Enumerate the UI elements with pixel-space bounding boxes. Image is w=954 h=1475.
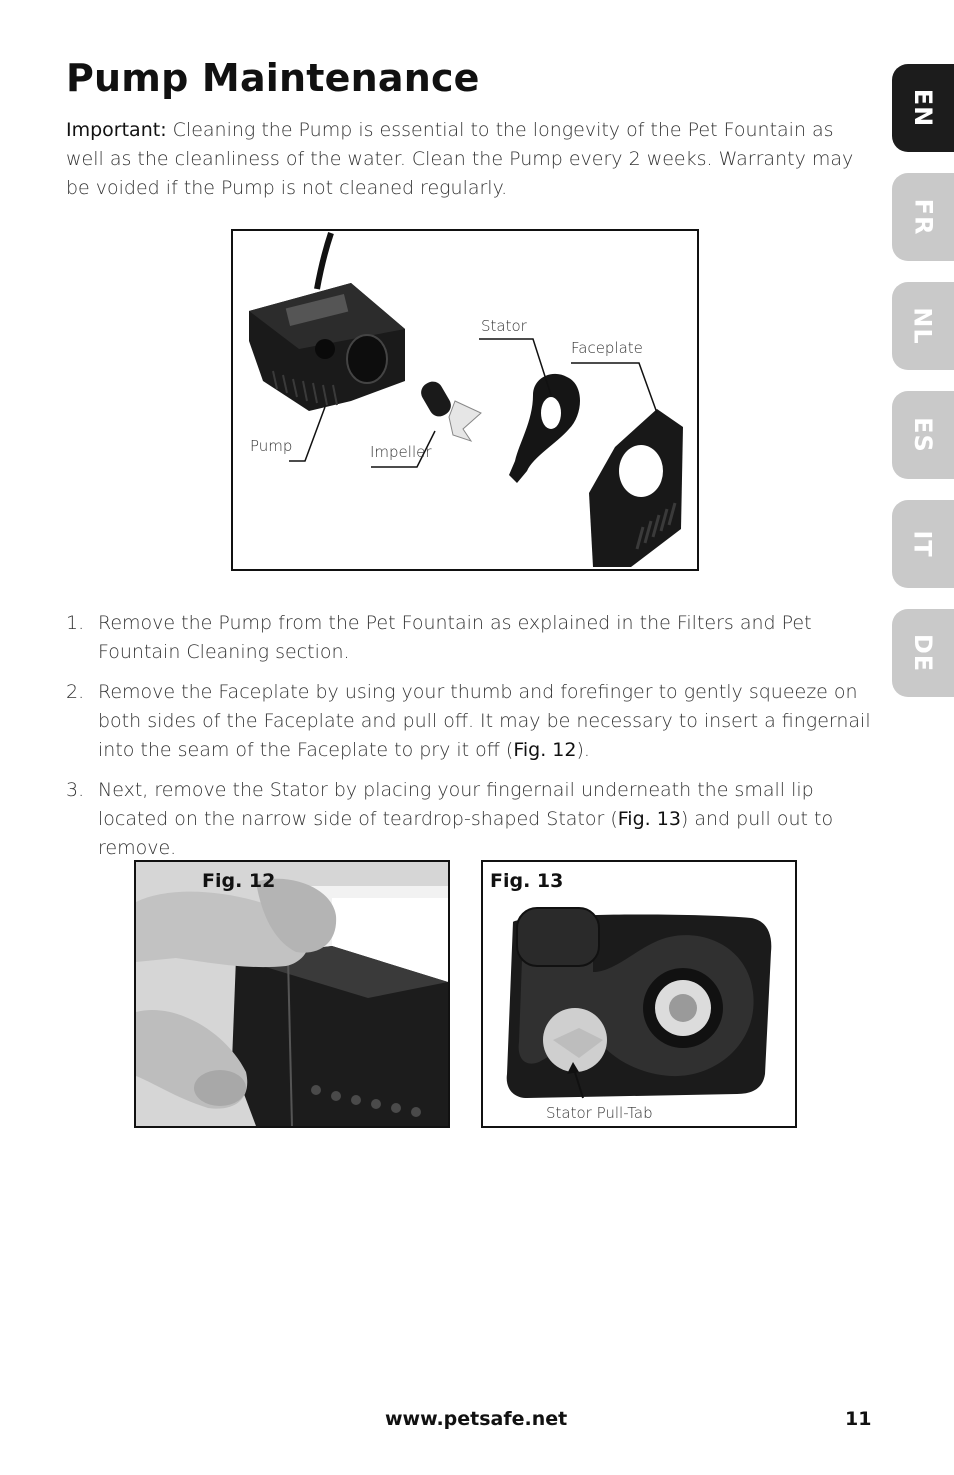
step-item	[66, 776, 872, 863]
maintenance-steps	[66, 609, 872, 874]
figure-13-caption: Fig. 13	[490, 870, 564, 892]
label-faceplate: Faceplate	[571, 339, 643, 357]
label-stator: Stator	[481, 317, 527, 335]
intro-text: Cleaning the Pump is essential to the longevity of the Pet Fountain as well as the cleanliness of the water. Clean the Pump every 2 weeks. Warranty may be voided if the Pump is not cleaned regularly.	[66, 119, 854, 199]
lang-tab-it[interactable]: IT	[892, 500, 954, 588]
label-impeller: Impeller	[370, 443, 432, 461]
figure-13-photo	[481, 860, 797, 1128]
step-text-end: ).	[576, 739, 590, 761]
figure-reference: Fig. 12	[513, 739, 577, 761]
lang-tab-fr[interactable]: FR	[892, 173, 954, 261]
important-label: Important:	[66, 119, 167, 141]
step-text: Next, remove the Stator by placing your fingernail underneath the small lip located on the narrow side of teardrop-shaped Stator (	[98, 779, 814, 830]
figure-12-photo	[134, 860, 450, 1128]
lang-tab-es[interactable]: ES	[892, 391, 954, 479]
figure-reference: Fig. 13	[617, 808, 681, 830]
step-number: 3.	[66, 779, 85, 801]
lang-tab-nl[interactable]: NL	[892, 282, 954, 370]
label-stator-pull-tab: Stator Pull-Tab	[546, 1104, 653, 1122]
pump-parts-diagram	[231, 229, 699, 571]
step-number: 1.	[66, 612, 85, 634]
lang-tab-de[interactable]: DE	[892, 609, 954, 697]
lang-tab-en[interactable]: EN	[892, 64, 954, 152]
faceplate-squeeze-image	[136, 862, 448, 1126]
step-text: Remove the Pump from the Pet Fountain as explained in the Filters and Pet Fountain Cleaning section.	[98, 612, 812, 663]
figure-12-caption: Fig. 12	[202, 870, 276, 892]
page-title: Pump Maintenance	[66, 56, 480, 100]
step-number: 2.	[66, 681, 85, 703]
step-item	[66, 678, 872, 765]
stator-pull-tab-image	[483, 862, 795, 1126]
step-text-end: ) and pull out to remove.	[98, 808, 834, 859]
pump-parts-illustration	[233, 231, 697, 569]
footer-url[interactable]: www.petsafe.net	[385, 1408, 568, 1430]
step-text: Remove the Faceplate by using your thumb and forefinger to gently squeeze on both sides of the Faceplate and pull off. It may be necessary to insert a fingernail into the seam of the Faceplate to pry it off (	[98, 681, 871, 761]
label-pump: Pump	[250, 437, 293, 455]
intro-paragraph	[66, 116, 866, 203]
step-item	[66, 609, 872, 667]
page-number: 11	[845, 1408, 872, 1430]
